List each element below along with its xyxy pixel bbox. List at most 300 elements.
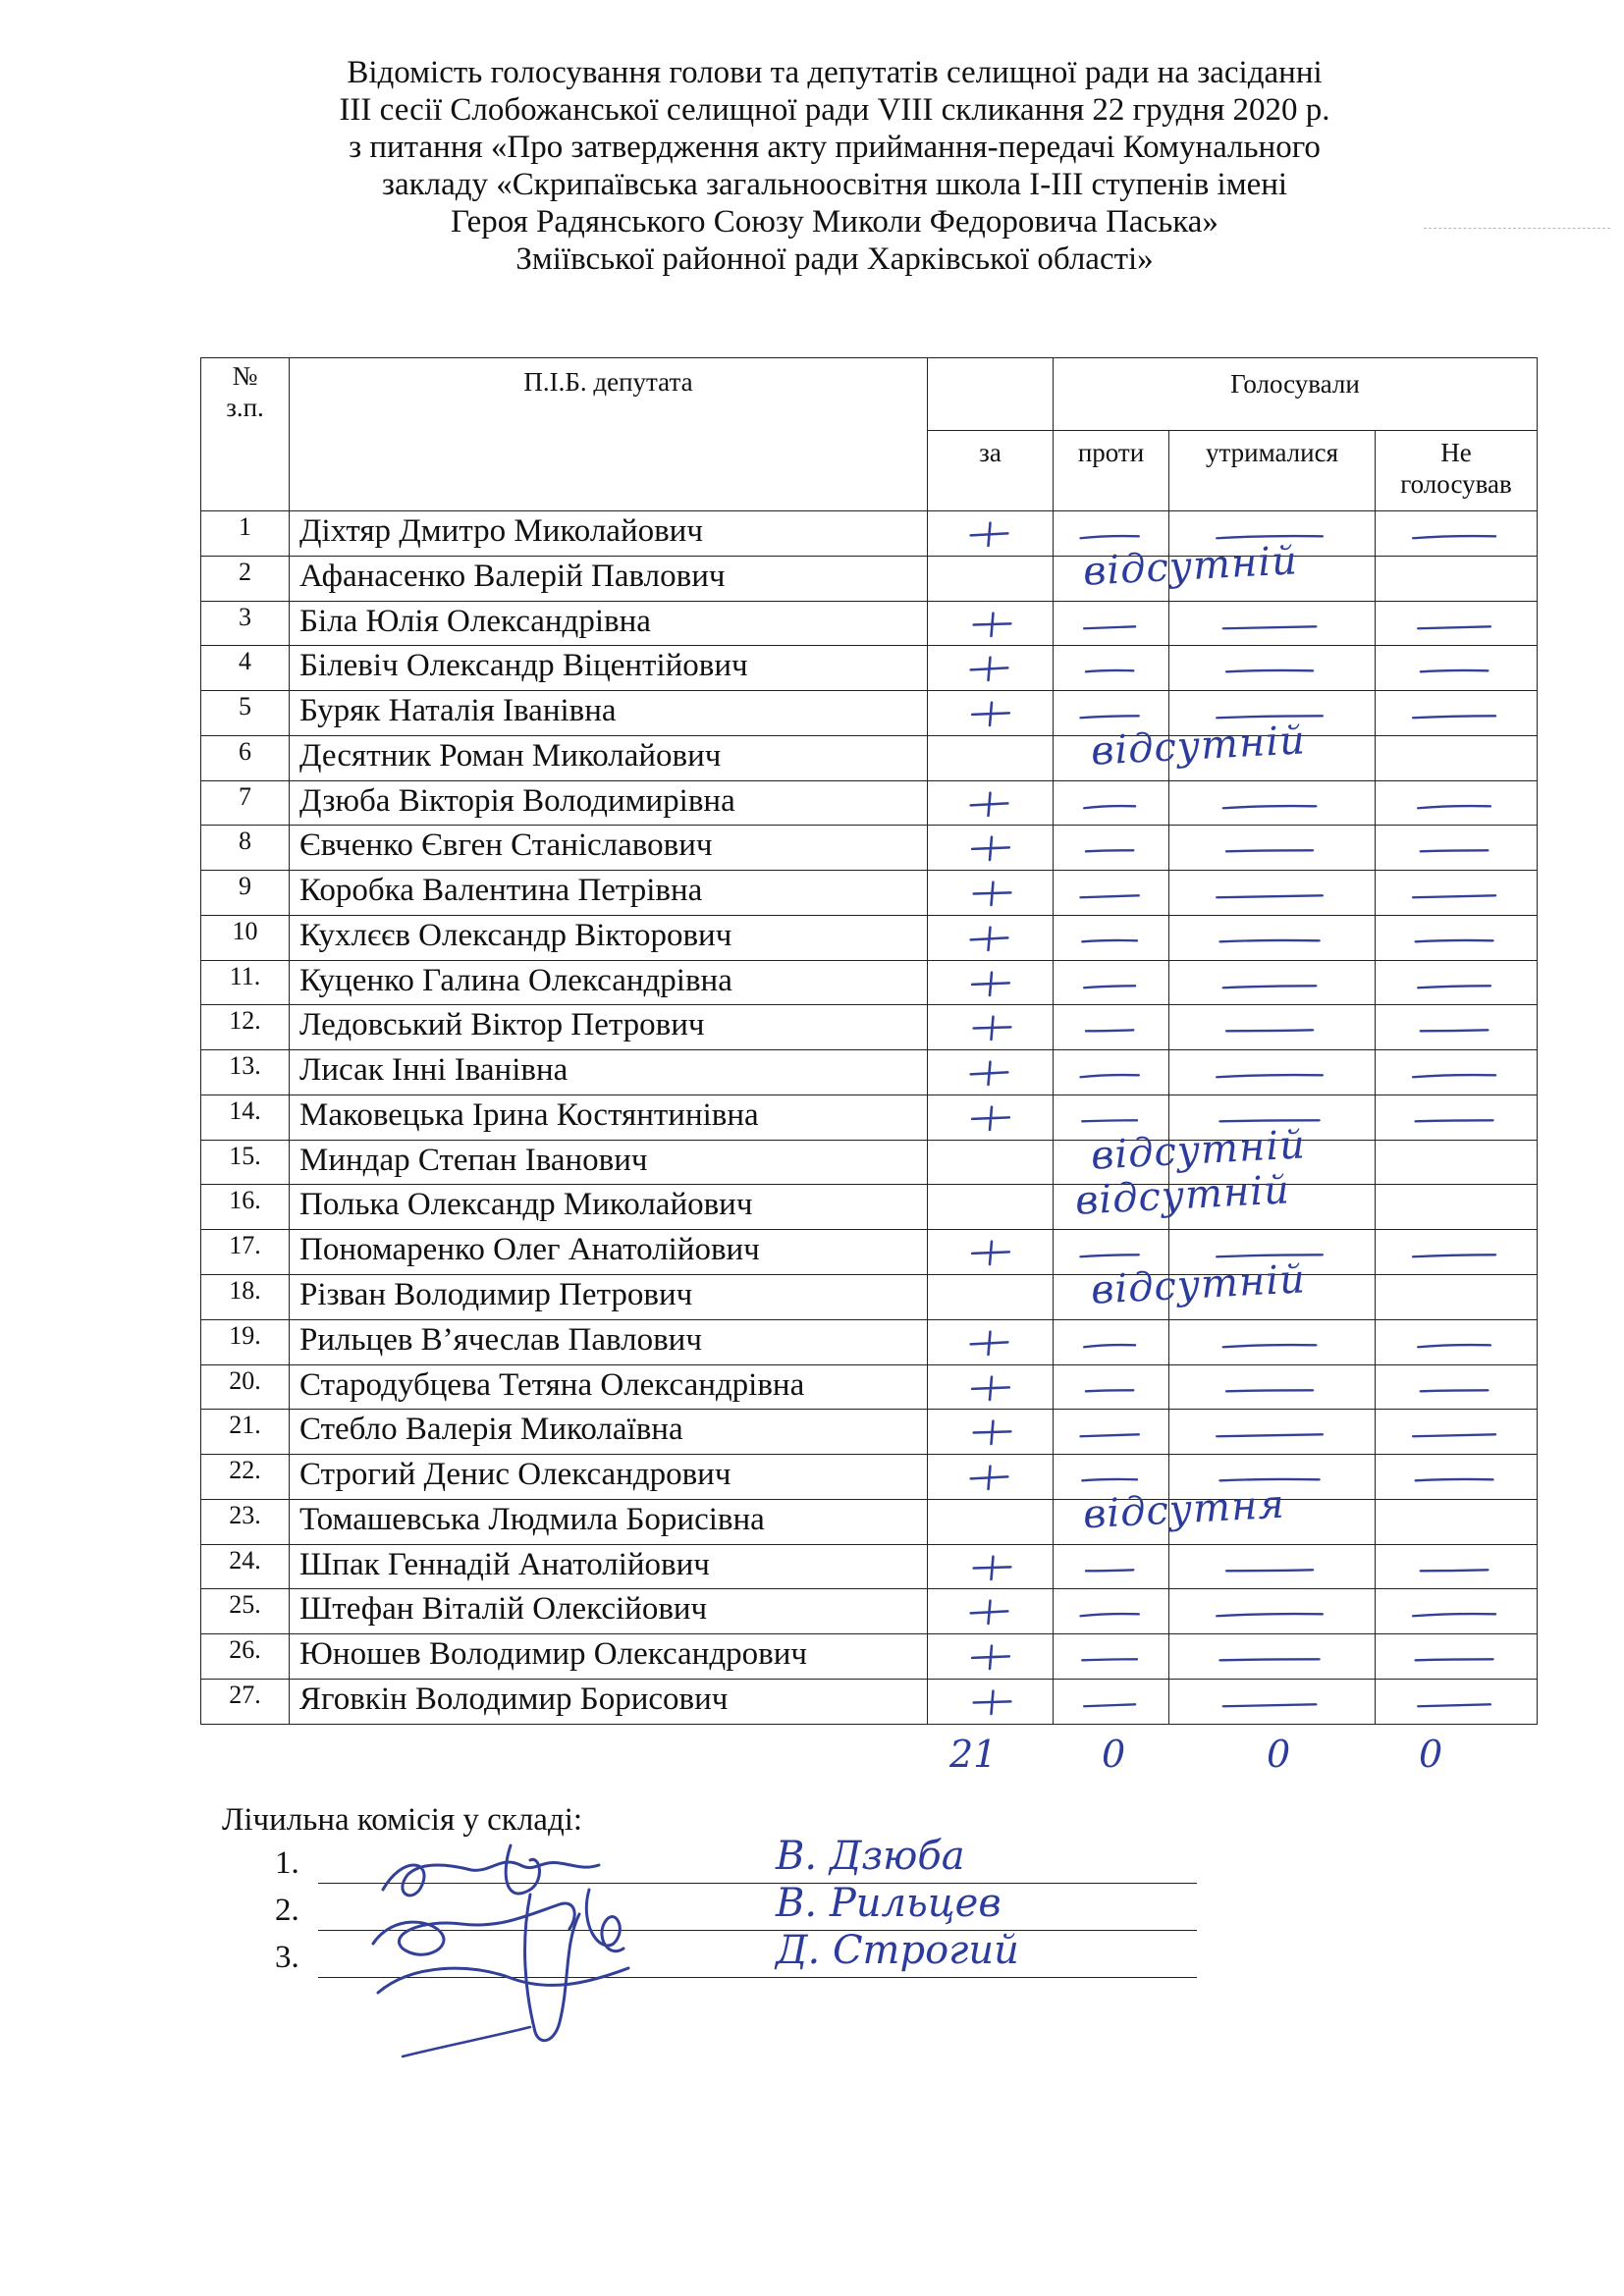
dash-mark-icon: [1054, 1365, 1168, 1410]
dash-mark-icon: [1054, 1680, 1168, 1724]
plus-mark-icon: [928, 1410, 1053, 1454]
vote-for-cell: [928, 1364, 1054, 1410]
vote-against-cell: [1054, 1364, 1169, 1410]
heading-line: закладу «Скрипаївська загальноосвітня школа І-ІІІ ступенів імені: [381, 167, 1288, 202]
plus-mark: [974, 1421, 1011, 1444]
vote-abstain-cell: [1169, 601, 1376, 646]
total-abstain: 0: [1267, 1733, 1291, 1776]
deputy-name: Стародубцева Тетяна Олександрівна: [290, 1364, 928, 1410]
table-row: [201, 735, 1538, 780]
heading-line: Відомість голосування голови та депутатів селищної ради на засіданні: [347, 55, 1323, 90]
table-row: [201, 1140, 1538, 1185]
dash-mark: [1419, 986, 1490, 988]
dash-mark-icon: [1169, 781, 1375, 826]
dash-mark: [1084, 806, 1135, 808]
plus-mark-icon: [928, 1095, 1053, 1140]
absent-note: відсутня: [1081, 1481, 1286, 1538]
dash-mark-icon: [1169, 646, 1375, 690]
dash-mark-icon: [1376, 871, 1537, 915]
plus-mark: [972, 972, 1009, 994]
vote-abstain-cell: [1169, 826, 1376, 871]
total-for: 21: [949, 1733, 998, 1776]
table-row: [201, 1050, 1538, 1095]
dash-mark: [1227, 1031, 1313, 1032]
absent-note: відсутній: [1089, 1122, 1307, 1179]
dash-mark-icon: [1376, 1320, 1537, 1364]
dash-mark: [1082, 1479, 1137, 1480]
dash-mark-icon: [1376, 961, 1537, 1005]
vote-abstain-cell: [1169, 1679, 1376, 1724]
table-row: [201, 915, 1538, 960]
dash-mark-icon: [1054, 781, 1168, 826]
table-row: [201, 1095, 1538, 1140]
dash-mark-icon: [1376, 1634, 1537, 1679]
commission-number: 2.: [275, 1893, 299, 1928]
dash-mark-icon: [1169, 871, 1375, 915]
row-number: 15.: [201, 1140, 290, 1185]
dash-mark-icon: [1169, 1005, 1375, 1049]
dash-mark-icon: [1376, 1095, 1537, 1140]
dash-mark-icon: [1376, 691, 1537, 735]
dash-mark: [1224, 986, 1316, 988]
dash-mark: [1227, 670, 1313, 671]
row-number: 21.: [201, 1410, 290, 1455]
deputy-name: Пономаренко Олег Анатолійович: [290, 1230, 928, 1275]
dash-mark: [1218, 1075, 1322, 1077]
vote-for-cell: [928, 601, 1054, 646]
table-row: [201, 1544, 1538, 1589]
plus-mark-icon: [928, 691, 1053, 735]
dash-mark: [1419, 626, 1490, 628]
dash-mark-icon: [1054, 826, 1168, 870]
dash-mark: [1220, 940, 1319, 941]
vote-for-cell: [928, 1275, 1054, 1320]
dash-mark-icon: [1169, 602, 1375, 646]
plus-mark-icon: [928, 781, 1053, 826]
dash-mark: [1413, 1435, 1494, 1437]
dash-mark: [1413, 1075, 1494, 1077]
dash-mark: [1220, 1479, 1319, 1480]
vote-against-cell: [1054, 1005, 1169, 1050]
vote-abstain-cell: [1169, 1319, 1376, 1364]
dash-mark-icon: [1054, 1320, 1168, 1364]
vote-abstain-cell: [1169, 1005, 1376, 1050]
deputy-name: Афанасенко Валерій Павлович: [290, 556, 928, 601]
vote-novote-cell: [1376, 1275, 1538, 1320]
vote-for-cell: [928, 871, 1054, 916]
vote-novote-cell: [1376, 1230, 1538, 1275]
dash-mark-icon: [1376, 1050, 1537, 1095]
plus-mark: [971, 792, 1008, 815]
absent-note: відсутній: [1089, 718, 1307, 774]
vote-abstain-cell: [1169, 1589, 1376, 1634]
dash-mark: [1224, 806, 1316, 808]
row-number: 8: [201, 826, 290, 871]
vote-novote-cell: [1376, 1679, 1538, 1724]
dash-mark: [1082, 1659, 1137, 1660]
heading-line: з питання «Про затвердження акту приймання-передачі Комунального: [349, 130, 1321, 165]
dash-mark-icon: [1054, 1634, 1168, 1679]
plus-mark-icon: [928, 646, 1053, 690]
column-header-spacer: [928, 358, 1054, 431]
heading-line: Героя Радянського Союзу Миколи Федоровича Паська»: [451, 204, 1218, 240]
deputy-name: Різван Володимир Петрович: [290, 1275, 928, 1320]
plus-mark-icon: [928, 1005, 1053, 1049]
table-row: [201, 1185, 1538, 1230]
dash-mark-icon: [1376, 781, 1537, 826]
plus-mark-icon: [928, 1589, 1053, 1633]
scan-artifact: [1424, 228, 1610, 229]
row-number: 25.: [201, 1589, 290, 1634]
vote-novote-cell: [1376, 601, 1538, 646]
row-number: 17.: [201, 1230, 290, 1275]
table-row: [201, 1679, 1538, 1724]
dash-mark: [1218, 895, 1322, 897]
total-against: 0: [1102, 1733, 1126, 1776]
vote-against-cell: [1054, 780, 1169, 826]
plus-mark: [971, 1467, 1008, 1489]
table-row: [201, 826, 1538, 871]
column-header-for: за: [928, 431, 1054, 511]
dash-mark: [1227, 851, 1313, 852]
vote-for-cell: [928, 1589, 1054, 1634]
column-header-novote: [1376, 431, 1538, 511]
vote-table-body: [201, 511, 1538, 1725]
vote-abstain-cell: [1169, 1364, 1376, 1410]
dash-mark: [1086, 851, 1133, 852]
row-number: 7: [201, 780, 290, 826]
deputy-name: Томашевська Людмила Борисівна: [290, 1499, 928, 1544]
table-row: [201, 1410, 1538, 1455]
plus-mark-icon: [928, 961, 1053, 1005]
dash-mark: [1413, 1614, 1494, 1616]
dash-mark-icon: [1054, 1005, 1168, 1049]
row-number: 27.: [201, 1679, 290, 1724]
dash-mark: [1082, 1120, 1137, 1121]
plus-mark: [974, 1017, 1011, 1040]
plus-mark: [972, 1646, 1009, 1669]
table-row: [201, 1499, 1538, 1544]
dash-mark-icon: [1376, 1545, 1537, 1589]
dash-mark-icon: [1054, 1050, 1168, 1095]
commission-number: 3.: [275, 1940, 299, 1975]
dash-mark-icon: [1376, 1589, 1537, 1633]
vote-novote-cell: [1376, 1544, 1538, 1589]
deputy-name: Стебло Валерія Миколаївна: [290, 1410, 928, 1455]
plus-mark-icon: [928, 1634, 1053, 1679]
deputy-name: Дзюба Вікторія Володимирівна: [290, 780, 928, 826]
vote-novote-cell: [1376, 735, 1538, 780]
deputy-name: Білевіч Олександр Віцентійович: [290, 646, 928, 691]
vote-against-cell: [1054, 871, 1169, 916]
dash-mark: [1080, 536, 1138, 538]
row-number: 13.: [201, 1050, 290, 1095]
vote-novote-cell: [1376, 960, 1538, 1005]
dash-mark-icon: [1376, 1005, 1537, 1049]
dash-mark: [1086, 1390, 1133, 1391]
dash-mark: [1080, 716, 1138, 718]
row-number: 24.: [201, 1544, 290, 1589]
vote-for-cell: [928, 1230, 1054, 1275]
dash-mark-icon: [1169, 1634, 1375, 1679]
dash-mark: [1416, 1479, 1492, 1480]
row-number: 4: [201, 646, 290, 691]
table-row: [201, 691, 1538, 736]
deputy-name: Маковецька Ірина Костянтинівна: [290, 1095, 928, 1140]
deputy-name: Миндар Степан Іванович: [290, 1140, 928, 1185]
dash-mark-icon: [1169, 1365, 1375, 1410]
vote-against-cell: [1054, 1544, 1169, 1589]
vote-novote-cell: [1376, 556, 1538, 601]
plus-mark: [971, 658, 1008, 680]
vote-for-cell: [928, 1679, 1054, 1724]
column-header-voted: Голосували: [1054, 358, 1538, 431]
plus-mark: [971, 1062, 1008, 1085]
vote-for-cell: [928, 646, 1054, 691]
table-row: [201, 601, 1538, 646]
vote-for-cell: [928, 556, 1054, 601]
vote-against-cell: [1054, 915, 1169, 960]
vote-for-cell: [928, 960, 1054, 1005]
vote-for-cell: [928, 1410, 1054, 1455]
vote-novote-cell: [1376, 1319, 1538, 1364]
deputy-name: Рильцев В’ячеслав Павлович: [290, 1319, 928, 1364]
dash-mark: [1080, 895, 1138, 897]
dash-mark: [1413, 716, 1494, 718]
vote-for-cell: [928, 691, 1054, 736]
column-header-number: [201, 358, 290, 511]
table-row: [201, 1455, 1538, 1500]
table-row: [201, 1275, 1538, 1320]
row-number: 20.: [201, 1364, 290, 1410]
vote-novote-cell: [1376, 1005, 1538, 1050]
column-header-novote-text: Не голосував: [1400, 438, 1512, 499]
deputy-name: Куценко Галина Олександрівна: [290, 960, 928, 1005]
plus-mark-icon: [928, 1545, 1053, 1589]
plus-mark: [972, 837, 1009, 860]
dash-mark-icon: [1169, 1320, 1375, 1364]
deputy-name: Коробка Валентина Петрівна: [290, 871, 928, 916]
plus-mark: [971, 928, 1008, 950]
row-number: 1: [201, 511, 290, 557]
dash-mark: [1421, 1390, 1488, 1391]
row-number: 22.: [201, 1455, 290, 1500]
vote-novote-cell: [1376, 1410, 1538, 1455]
row-number: 23.: [201, 1499, 290, 1544]
dash-mark: [1416, 1120, 1492, 1121]
vote-for-cell: [928, 1140, 1054, 1185]
table-row: [201, 871, 1538, 916]
deputy-name: Юношев Володимир Олександрович: [290, 1634, 928, 1680]
plus-mark-icon: [928, 1320, 1053, 1364]
deputy-name: Буряк Наталія Іванівна: [290, 691, 928, 736]
vote-for-cell: [928, 1455, 1054, 1500]
vote-novote-cell: [1376, 871, 1538, 916]
dash-mark-icon: [1054, 916, 1168, 960]
dash-mark: [1421, 851, 1488, 852]
plus-mark-icon: [928, 1230, 1053, 1274]
vote-against-cell: [1054, 826, 1169, 871]
dash-mark-icon: [1054, 1545, 1168, 1589]
dash-mark: [1218, 1255, 1322, 1257]
heading-line: ІІІ сесії Слобожанської селищної ради VIІІ скликання 22 грудня 2020 р.: [339, 92, 1330, 128]
vote-against-cell: [1054, 960, 1169, 1005]
dash-mark: [1227, 1570, 1313, 1571]
vote-for-cell: [928, 1499, 1054, 1544]
dash-mark: [1086, 670, 1133, 671]
plus-mark-icon: [928, 916, 1053, 960]
absent-note: відсутній: [1081, 538, 1299, 595]
vote-novote-cell: [1376, 1364, 1538, 1410]
vote-table: [200, 357, 1538, 1725]
vote-abstain-cell: [1169, 646, 1376, 691]
dash-mark-icon: [1169, 1680, 1375, 1724]
dash-mark-icon: [1376, 1410, 1537, 1454]
vote-for-cell: [928, 1544, 1054, 1589]
plus-mark-icon: [928, 826, 1053, 870]
vote-for-cell: [928, 1185, 1054, 1230]
plus-mark-icon: [928, 1680, 1053, 1724]
row-number: 2: [201, 556, 290, 601]
deputy-name: Діхтяр Дмитро Миколайович: [290, 511, 928, 557]
row-number: 18.: [201, 1275, 290, 1320]
plus-mark-icon: [928, 1455, 1053, 1499]
dash-mark-icon: [1054, 1589, 1168, 1633]
dash-mark-icon: [1376, 511, 1537, 556]
table-row: [201, 511, 1538, 557]
plus-mark-icon: [928, 1050, 1053, 1095]
plus-mark: [974, 882, 1011, 905]
commission-title: Лічильна комісія у складі:: [222, 1802, 583, 1838]
plus-mark: [972, 703, 1009, 725]
vote-against-cell: [1054, 1589, 1169, 1634]
deputy-name: Шпак Геннадій Анатолійович: [290, 1544, 928, 1589]
plus-mark: [972, 1107, 1009, 1130]
table-row: [201, 1230, 1538, 1275]
plus-mark-icon: [928, 602, 1053, 646]
row-number: 14.: [201, 1095, 290, 1140]
dash-mark: [1080, 1075, 1138, 1077]
deputy-name: Полька Олександр Миколайович: [290, 1185, 928, 1230]
vote-novote-cell: [1376, 1455, 1538, 1500]
vote-abstain-cell: [1169, 1544, 1376, 1589]
dash-mark-icon: [1376, 646, 1537, 690]
dash-mark-icon: [1376, 916, 1537, 960]
deputy-name: Євченко Євген Станіславович: [290, 826, 928, 871]
vote-for-cell: [928, 1319, 1054, 1364]
dash-mark: [1218, 1614, 1322, 1616]
dash-mark: [1084, 1345, 1135, 1347]
plus-mark: [971, 1331, 1008, 1354]
dash-mark-icon: [1376, 1680, 1537, 1724]
row-number: 5: [201, 691, 290, 736]
table-row: [201, 1364, 1538, 1410]
dash-mark: [1084, 986, 1135, 988]
dash-mark: [1416, 940, 1492, 941]
vote-against-cell: [1054, 601, 1169, 646]
vote-novote-cell: [1376, 1140, 1538, 1185]
vote-novote-cell: [1376, 1095, 1538, 1140]
vote-abstain-cell: [1169, 871, 1376, 916]
dash-mark: [1082, 940, 1137, 941]
vote-novote-cell: [1376, 1050, 1538, 1095]
row-number: 9: [201, 871, 290, 916]
deputy-name: Десятник Роман Миколайович: [290, 735, 928, 780]
deputy-name: Ледовський Віктор Петрович: [290, 1005, 928, 1050]
dash-mark: [1080, 1614, 1138, 1616]
commission-member-name: В. Дзюба: [776, 1834, 965, 1879]
vote-for-cell: [928, 915, 1054, 960]
table-row: [201, 960, 1538, 1005]
vote-for-cell: [928, 1634, 1054, 1680]
dash-mark: [1080, 1255, 1138, 1257]
vote-for-cell: [928, 1095, 1054, 1140]
document-heading: [196, 54, 1473, 278]
vote-against-cell: [1054, 1410, 1169, 1455]
column-header-against: проти: [1054, 431, 1169, 511]
deputy-name: Штефан Віталій Олексійович: [290, 1589, 928, 1634]
dash-mark: [1224, 1704, 1316, 1706]
table-row: [201, 1005, 1538, 1050]
vote-novote-cell: [1376, 826, 1538, 871]
plus-mark: [971, 523, 1008, 546]
column-header-name: П.І.Б. депутата: [290, 358, 928, 511]
plus-mark: [974, 1556, 1011, 1578]
dash-mark-icon: [1376, 602, 1537, 646]
plus-mark: [974, 613, 1011, 635]
column-header-abstain: утрималися: [1169, 431, 1376, 511]
dash-mark: [1419, 806, 1490, 808]
dash-mark: [1220, 1120, 1319, 1121]
dash-mark-icon: [1169, 961, 1375, 1005]
table-row: [201, 1589, 1538, 1634]
dash-mark: [1421, 1570, 1488, 1571]
row-number: 6: [201, 735, 290, 780]
table-row: [201, 1319, 1538, 1364]
vote-abstain-cell: [1169, 780, 1376, 826]
table-row: [201, 1634, 1538, 1680]
dash-mark: [1413, 1255, 1494, 1257]
dash-mark-icon: [1169, 1050, 1375, 1095]
dash-mark: [1224, 626, 1316, 628]
deputy-name: Строгий Денис Олександрович: [290, 1455, 928, 1500]
dash-mark-icon: [1376, 1230, 1537, 1274]
plus-mark-icon: [928, 511, 1053, 556]
dash-mark: [1220, 1659, 1319, 1660]
dash-mark: [1227, 1390, 1313, 1391]
absent-note: відсутній: [1089, 1256, 1307, 1313]
dash-mark-icon: [1054, 1410, 1168, 1454]
deputy-name: Лисак Інні Іванівна: [290, 1050, 928, 1095]
vote-for-cell: [928, 1005, 1054, 1050]
dash-mark: [1084, 1704, 1135, 1706]
dash-mark-icon: [1169, 1410, 1375, 1454]
row-number: 12.: [201, 1005, 290, 1050]
vote-novote-cell: [1376, 780, 1538, 826]
row-number: 11.: [201, 960, 290, 1005]
dash-mark: [1218, 536, 1322, 538]
vote-novote-cell: [1376, 1185, 1538, 1230]
dash-mark: [1413, 895, 1494, 897]
dash-mark-icon: [1169, 1545, 1375, 1589]
dash-mark: [1419, 1704, 1490, 1706]
dash-mark: [1224, 1345, 1316, 1347]
vote-against-cell: [1054, 1319, 1169, 1364]
deputy-name: Яговкін Володимир Борисович: [290, 1679, 928, 1724]
table-row: [201, 646, 1538, 691]
vote-for-cell: [928, 735, 1054, 780]
vote-abstain-cell: [1169, 960, 1376, 1005]
